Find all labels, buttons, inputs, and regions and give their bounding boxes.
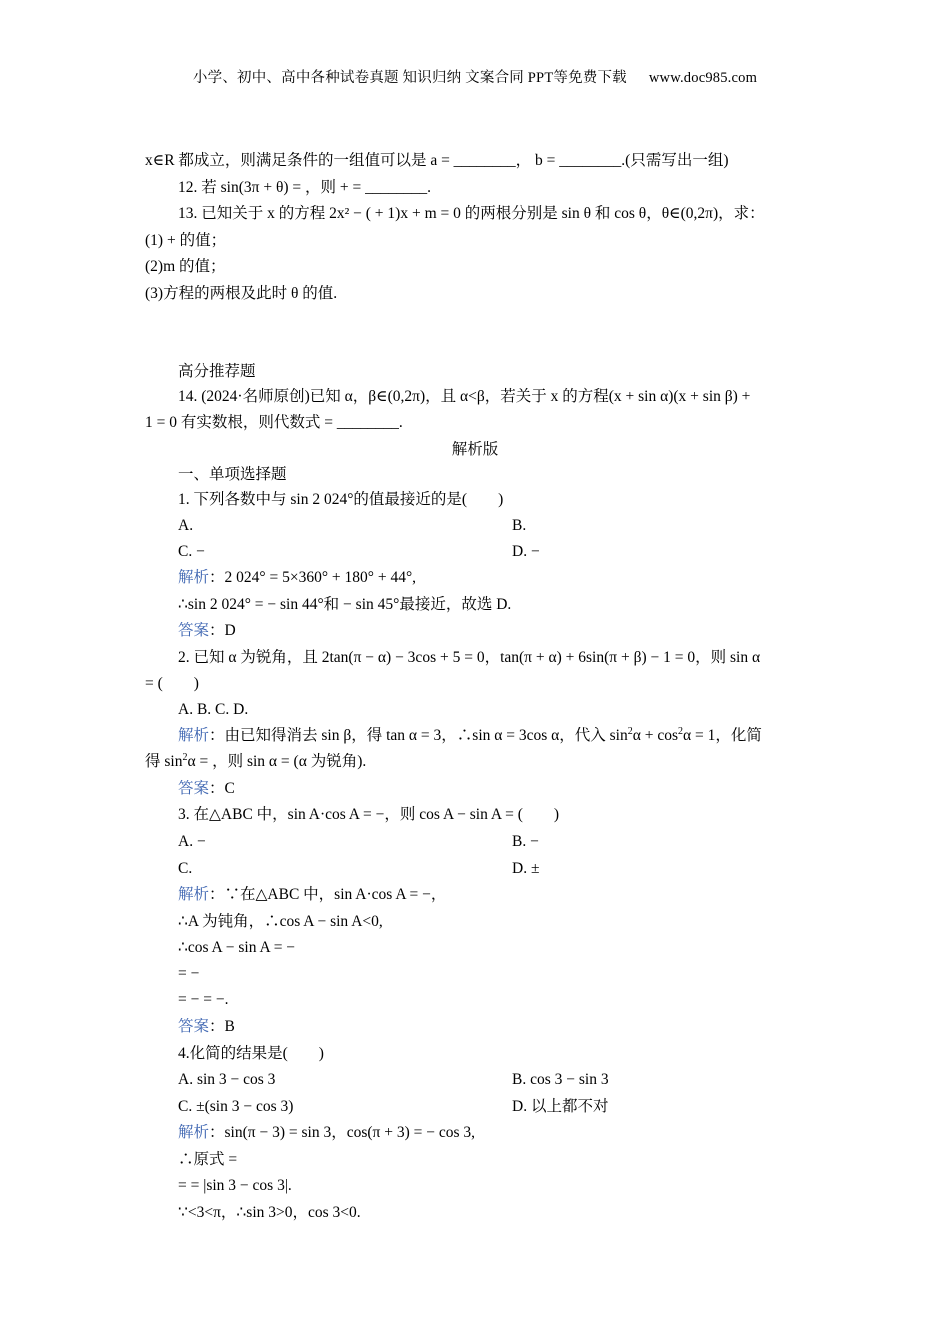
q13-part3: (3)方程的两根及此时 θ 的值. bbox=[145, 285, 338, 302]
q13-part1: (1) + 的值； bbox=[145, 232, 227, 249]
section-title-single-choice: 一、单项选择题 bbox=[178, 466, 287, 483]
q4-analysis-4: ∵<3<π，∴sin 3>0，cos 3<0. bbox=[178, 1204, 361, 1221]
q2: 2. 已知 α 为锐角，且 2tan(π − α) − 3cos + 5 = 0，tan(π + α) + 6sin(π + β) − 1 = 0，则 sin α bbox=[178, 649, 761, 666]
q1-analysis-1 bbox=[178, 568, 416, 588]
q14-cont: 1 = 0 有实数根，则代数式 = ________. bbox=[145, 414, 403, 431]
q4-option-d: D. 以上都不对 bbox=[512, 1098, 609, 1115]
analysis-label: 解析 bbox=[178, 569, 210, 586]
answer-label: 答案 bbox=[178, 1018, 210, 1035]
q2-options: A. B. C. D. bbox=[178, 701, 249, 718]
q3-analysis-1 bbox=[178, 885, 446, 905]
q1-option-b: B. bbox=[512, 517, 527, 534]
q2-answer-value: ：C bbox=[209, 780, 235, 797]
q2-analysis-2: 得 $\sin^2\alpha$ = ，则 sin α = (α 为锐角). bbox=[145, 752, 367, 770]
q2-analysis-1 bbox=[178, 726, 762, 746]
q2-cont: = ( ) bbox=[145, 675, 199, 692]
q3-analysis-4: = − bbox=[178, 965, 200, 982]
q1: 1. 下列各数中与 sin 2 024°的值最接近的是( ) bbox=[178, 491, 504, 508]
solution-title: 解析版 bbox=[451, 441, 499, 458]
q2-answer bbox=[178, 779, 235, 799]
q1-analysis-text-visible: ：2 024° = 5×360° + 180° + 44°, bbox=[209, 569, 417, 586]
q4-analysis-1 bbox=[178, 1123, 475, 1143]
analysis-label: 解析 bbox=[178, 727, 210, 744]
q1-answer-value: ：D bbox=[209, 622, 236, 639]
q4-option-c: C. ±(sin 3 − cos 3) bbox=[178, 1098, 294, 1115]
q3-analysis-5: = − = −. bbox=[178, 991, 229, 1008]
q4-analysis-3: = = |sin 3 − cos 3|. bbox=[178, 1177, 292, 1194]
section-title-advanced: 高分推荐题 bbox=[178, 363, 256, 380]
q13: 13. 已知关于 x 的方程 2x² − ( + 1)x + m = 0 的两根分别是 sin θ 和 cos θ，θ∈(0,2π)，求： bbox=[178, 205, 765, 222]
q3: 3. 在△ABC 中，sin A·cos A = −，则 cos A − sin A = ( ) bbox=[178, 806, 560, 823]
q3-analysis-2: ∴A 为钝角，∴cos A − sin A<0, bbox=[178, 913, 383, 930]
q2-analysis-text: ：由已知得消去 sin β，得 tan α = 3，∴sin α = 3cos α，代入 $\sin^2\alpha + \cos^2\alpha = 1$，化简 bbox=[209, 726, 762, 744]
q12: 12. 若 sin(3π + θ) = ，则 + = ________. bbox=[178, 179, 432, 196]
q3-answer-value: ：B bbox=[209, 1018, 235, 1035]
q4-option-a: A. sin 3 − cos 3 bbox=[178, 1071, 276, 1088]
q4-analysis-2: ∴原式 = bbox=[178, 1151, 238, 1168]
header-text: 小学、初中、高中各种试卷真题 知识归纳 文案合同 PPT等免费下载 bbox=[192, 70, 627, 86]
analysis-label: 解析 bbox=[178, 886, 210, 903]
q1-option-c: C. − bbox=[178, 543, 205, 560]
q14: 14. (2024·名师原创)已知 α，β∈(0,2π)，且 α<β，若关于 x 的方程(x + sin α)(x + sin β) + bbox=[178, 388, 751, 405]
q4: 4.化简的结果是( ) bbox=[178, 1045, 324, 1062]
q1-analysis-2: ∴sin 2 024° = − sin 44°和 − sin 45°最接近，故选 D. bbox=[178, 596, 512, 613]
answer-label: 答案 bbox=[178, 780, 210, 797]
q4-option-b: B. cos 3 − sin 3 bbox=[512, 1071, 609, 1088]
q13-part2: (2)m 的值； bbox=[145, 258, 226, 275]
answer-label: 答案 bbox=[178, 622, 210, 639]
q4-analysis-text: ：sin(π − 3) = sin 3，cos(π + 3) = − cos 3, bbox=[209, 1124, 476, 1141]
q3-analysis-3: ∴cos A − sin A = − bbox=[178, 939, 296, 956]
q1-option-a: A. bbox=[178, 517, 194, 534]
q3-analysis-text: ：∵在△ABC 中，sin A·cos A = −， bbox=[209, 886, 447, 903]
q1-answer bbox=[178, 621, 236, 641]
analysis-label: 解析 bbox=[178, 1124, 210, 1141]
q3-answer bbox=[178, 1017, 235, 1037]
q3-option-c: C. bbox=[178, 860, 193, 877]
page-header bbox=[0, 66, 950, 87]
q3-option-b: B. − bbox=[512, 833, 539, 850]
q11-tail: x∈R 都成立，则满足条件的一组值可以是 a = ________， b = ________.(只需写出一组) bbox=[145, 152, 729, 169]
q3-option-d: D. ± bbox=[512, 860, 540, 877]
q1-option-d: D. − bbox=[512, 543, 540, 560]
q3-option-a: A. − bbox=[178, 833, 206, 850]
header-site: www.doc985.com bbox=[648, 70, 758, 86]
